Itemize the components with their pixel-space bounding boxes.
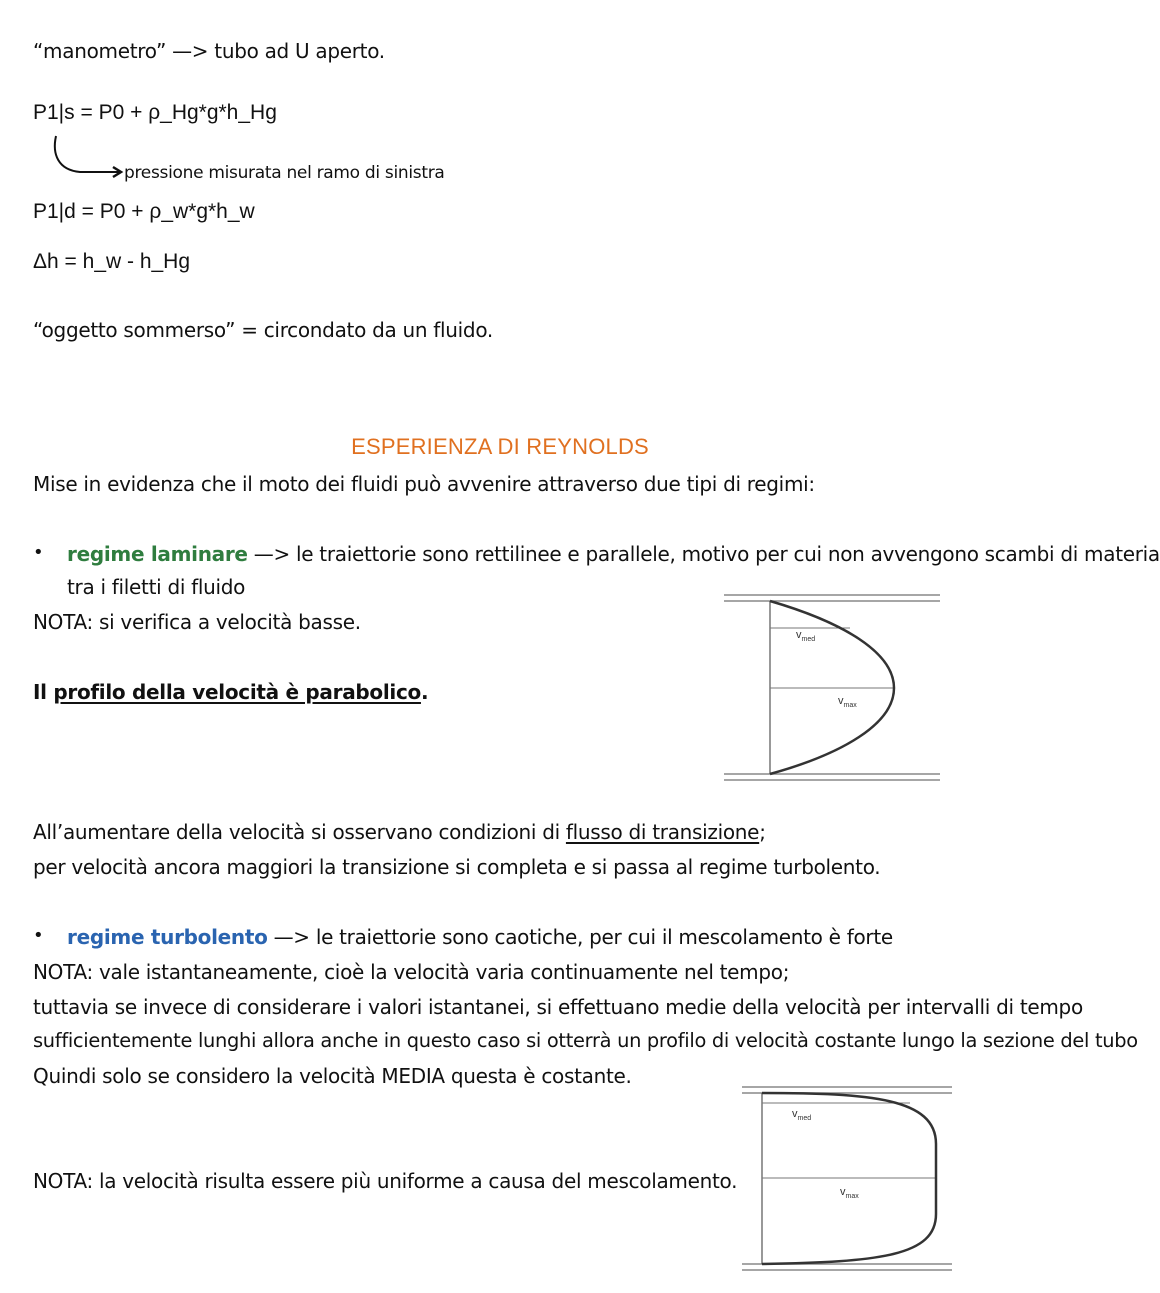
transition-line-1 [33, 819, 766, 845]
laminar-vmax-label: v [838, 695, 844, 707]
laminar-profile-diagram [722, 592, 944, 784]
svg-text:vmax [840, 1186, 859, 1200]
formula-p1-left: P1|s = P0 + ρ_Hg*g*h_Hg [33, 101, 277, 124]
turbulent-text: —> le traiettorie sono caotiche, per cui il mescolamento è forte [267, 925, 893, 949]
oggetto-line: “oggetto sommerso” = circondato da un fluido. [33, 318, 493, 342]
laminar-vmed-label: v [796, 629, 802, 641]
turbulent-profile-diagram [740, 1084, 954, 1274]
laminar-line-2: tra i filetti di fluido [67, 575, 246, 599]
bullet-turbulent: • [33, 925, 44, 946]
nota-instantaneous: NOTA: vale istantaneamente, cioè la velocità varia continuamente nel tempo; [33, 960, 790, 984]
nota-low-velocity: NOTA: si verifica a velocità basse. [33, 610, 361, 634]
profile-suffix: . [420, 680, 429, 704]
laminar-term: regime laminare [67, 542, 248, 566]
formula-delta-h: Δh = h_w - h_Hg [33, 250, 191, 273]
parabolic-profile-line [33, 679, 428, 705]
nota-uniform: NOTA: la velocità risulta essere più uniforme a causa del mescolamento. [33, 1169, 738, 1193]
svg-text:vmed [796, 629, 815, 643]
formula-p1-right: P1|d = P0 + ρ_w*g*h_w [33, 200, 255, 223]
turbulent-vmed-label: v [792, 1108, 798, 1120]
quindi-line: Quindi solo se considero la velocità MEDIA questa è costante. [33, 1064, 632, 1088]
transition-line-2: per velocità ancora maggiori la transizione si completa e si passa al regime turbolento. [33, 855, 881, 879]
annotation-text: pressione misurata nel ramo di sinistra [124, 163, 445, 183]
annotation-arrow-icon [50, 132, 130, 182]
svg-text:vmed [792, 1108, 811, 1122]
tuttavia-line-2: sufficientemente lunghi allora anche in questo caso si otterrà un profilo di velocità costante lungo la sezione del tubo [33, 1029, 1138, 1052]
turbulent-vmed-sub: med [797, 1115, 812, 1122]
laminar-text: —> le traiettorie sono rettilinee e parallele, motivo per cui non avvengono scambi di materia [247, 542, 1160, 566]
profile-prefix: Il [33, 680, 54, 704]
laminar-vmed-sub: med [801, 636, 816, 643]
turbulent-line [67, 924, 893, 950]
profile-underlined: profilo della velocità è parabolico [53, 680, 421, 704]
reynolds-intro: Mise in evidenza che il moto dei fluidi può avvenire attraverso due tipi di regimi: [33, 472, 815, 496]
turbulent-vmax-sub: max [845, 1193, 859, 1200]
tuttavia-line-1: tuttavia se invece di considerare i valori istantanei, si effettuano medie della velocità per intervalli di tempo [33, 995, 1083, 1019]
turbulent-term: regime turbolento [67, 925, 268, 949]
svg-text:vmax [838, 695, 857, 709]
transition-prefix: All’aumentare della velocità si osservano condizioni di [33, 820, 566, 844]
transition-suffix: ; [759, 820, 766, 844]
transition-underlined: flusso di transizione [565, 820, 760, 844]
bullet-laminar: • [33, 542, 44, 563]
laminar-line-1 [67, 541, 1160, 567]
section-title: ESPERIENZA DI REYNOLDS [351, 434, 649, 459]
turbulent-vmax-label: v [840, 1186, 846, 1198]
manometro-line: “manometro” —> tubo ad U aperto. [33, 39, 385, 63]
laminar-vmax-sub: max [843, 702, 857, 709]
